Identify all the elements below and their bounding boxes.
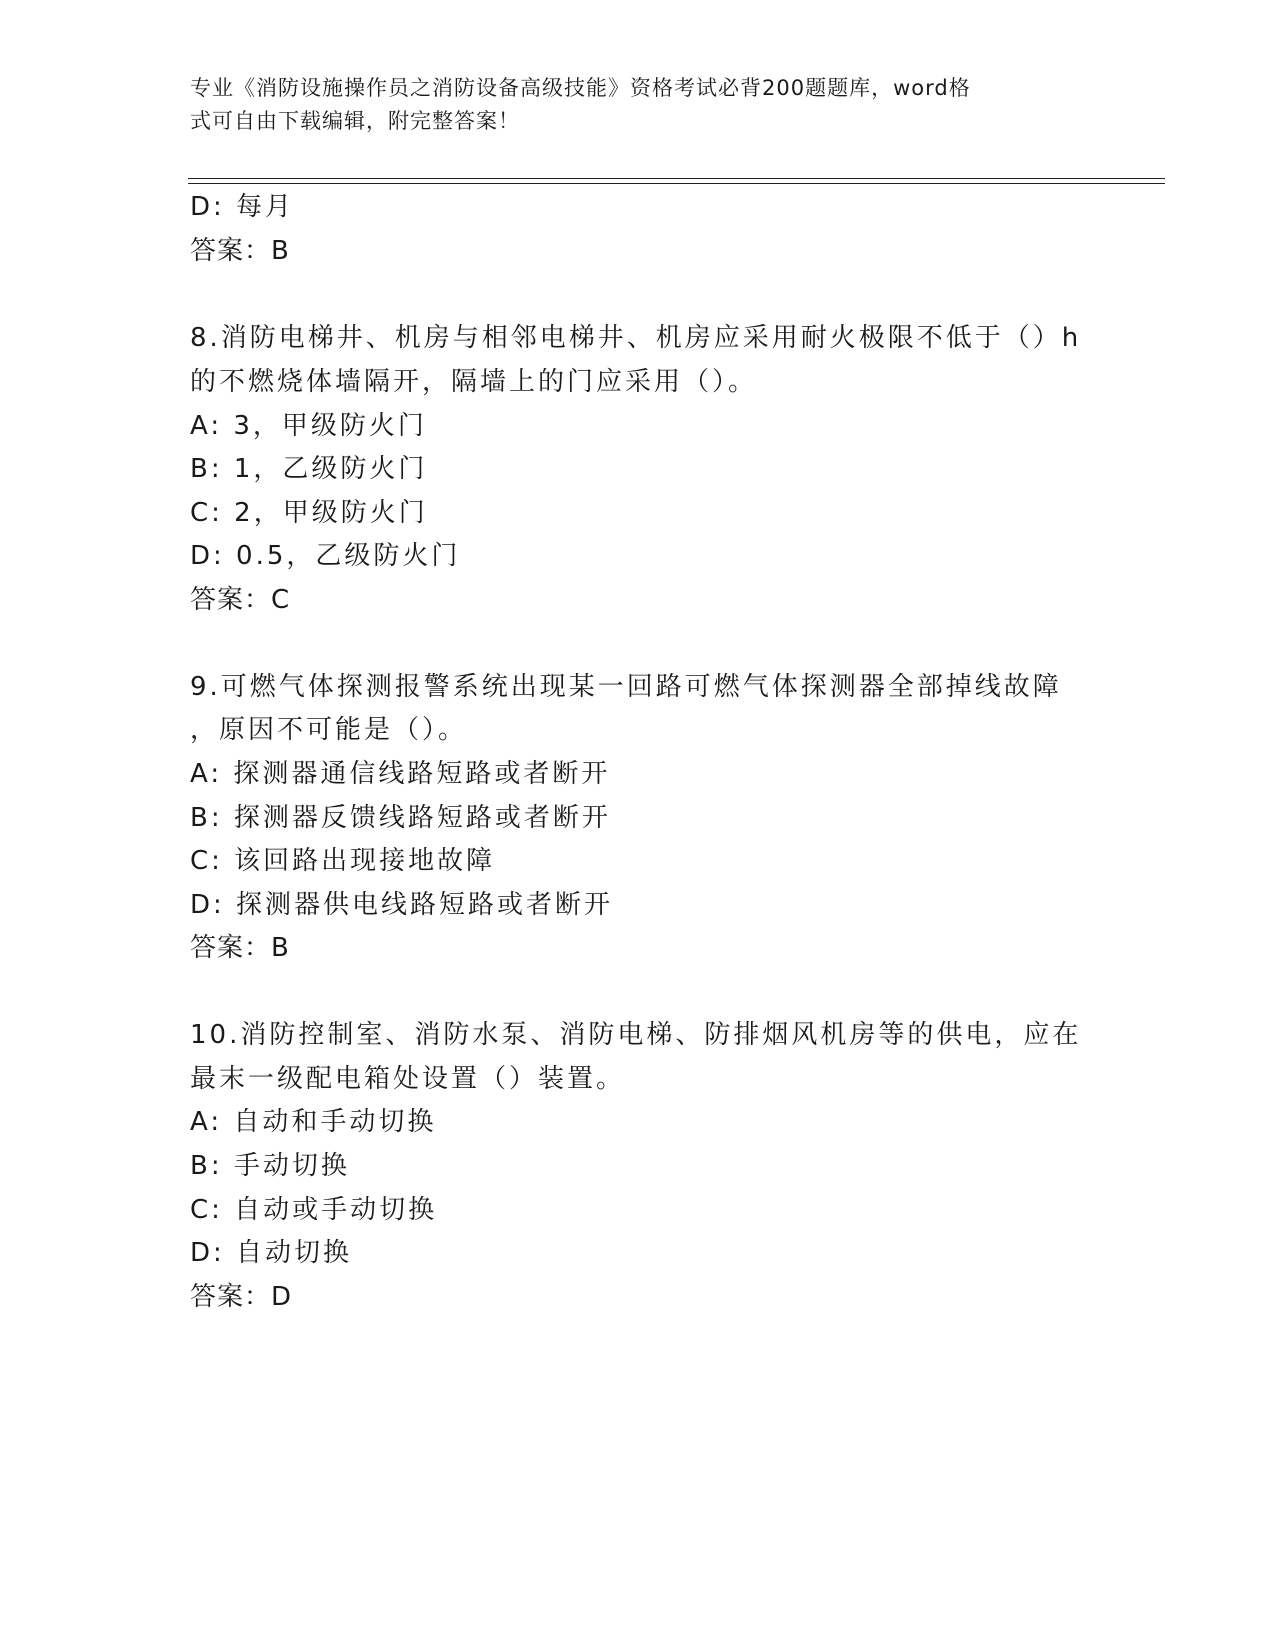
document-header — [190, 72, 1090, 138]
q8-stem-line-1: 8.消防电梯井、机房与相邻电梯井、机房应采用耐火极限不低于（）h — [190, 323, 1082, 353]
header-line-2: 式可自由下载编辑，附完整答案！ — [190, 109, 520, 133]
q9-answer: 答案：B — [190, 933, 290, 963]
q8-answer: 答案：C — [190, 585, 291, 615]
header-divider-top — [188, 178, 1165, 179]
q10-option-c: C: 自动或手动切换 — [190, 1195, 438, 1225]
prev-option-d: D: 每月 — [190, 192, 295, 222]
q10-stem-line-1: 10.消防控制室、消防水泵、消防电梯、防排烟风机房等的供电，应在 — [190, 1020, 1082, 1050]
q9-option-a: A: 探测器通信线路短路或者断开 — [190, 759, 611, 789]
q8-option-d: D: 0.5，乙级防火门 — [190, 541, 461, 571]
q9-option-c: C: 该回路出现接地故障 — [190, 846, 496, 876]
q10-answer: 答案：D — [190, 1282, 293, 1312]
q10-stem-line-2: 最末一级配电箱处设置（）装置。 — [190, 1064, 626, 1094]
q8-option-c: C: 2，甲级防火门 — [190, 498, 428, 528]
q9-option-b: B: 探测器反馈线路短路或者断开 — [190, 803, 611, 833]
q8-option-a: A: 3，甲级防火门 — [190, 411, 427, 441]
prev-answer: 答案：B — [190, 236, 290, 266]
q10-option-d: D: 自动切换 — [190, 1238, 353, 1268]
q10-option-b: B: 手动切换 — [190, 1151, 350, 1181]
header-divider-bottom — [188, 183, 1165, 184]
q8-option-b: B: 1，乙级防火门 — [190, 454, 428, 484]
q9-option-d: D: 探测器供电线路短路或者断开 — [190, 890, 614, 920]
q8-stem-line-2: 的不燃烧体墙隔开，隔墙上的门应采用（）。 — [190, 367, 758, 397]
header-line-1: 专业《消防设施操作员之消防设备高级技能》资格考试必背200题题库，word格 — [190, 76, 971, 100]
q10-option-a: A: 自动和手动切换 — [190, 1107, 437, 1137]
q9-stem-line-2: ，原因不可能是（）。 — [190, 715, 468, 745]
q9-stem-line-1: 9.可燃气体探测报警系统出现某一回路可燃气体探测器全部掉线故障 — [190, 672, 1062, 702]
